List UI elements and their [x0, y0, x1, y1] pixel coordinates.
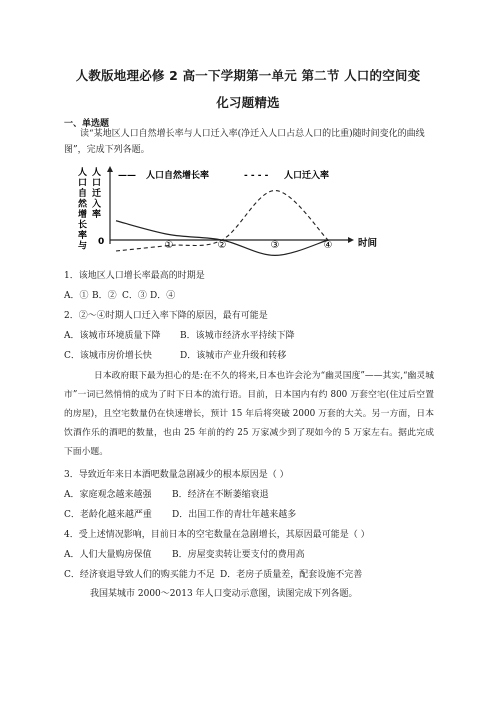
q2-option-b[interactable]: B．该城市经济水平持续下降 [180, 331, 295, 341]
q4-option-d[interactable]: D．老房子质量差，配套设施不完善 [220, 570, 363, 580]
q2-option-d[interactable]: D．该城市产业升级和转移 [180, 351, 287, 361]
question-1-stem: 1．该地区人口增长率最高的时期是 [64, 271, 205, 281]
closing-instruction: 我国某城市 2000～2013 年人口变动示意图，读图完成下列各题。 [90, 589, 358, 599]
y-axis-arrow [107, 166, 113, 172]
q3-option-d[interactable]: D．出国工作的青壮年越来越多 [172, 510, 297, 520]
reading-passage: 日本政府眼下最为担心的是:在不久的将来,日本也许会沦为“幽灵国度”——其实,“幽灵城市”一词已然悄悄的成为了时下日本的流行语。目前，日本国内有约 800 万套空宅(住过后空置的房屋)，且空宅数量仍在快速增长，预计 15 年后将突破 2000 万套的大关。另一方面，日本饮酒作乐的酒吧的数量，也由 25 年前的约 25 万家减少到了现如今的 5 万家左右。据此完成下面小题。 [64, 371, 434, 457]
legend-solid-label: 人口自然增长率 [146, 171, 210, 181]
section-heading: 一、单选题 [64, 119, 110, 129]
q2-option-a[interactable]: A．该城市环境质量下降 [64, 331, 161, 341]
q4-option-a[interactable]: A．人们大量购房保值 [64, 550, 152, 560]
x-axis-label: 时间 [358, 238, 378, 249]
q4-option-b[interactable]: B．房屋变卖转让要支付的费用高 [172, 550, 305, 560]
origin-label: 0 [98, 237, 105, 247]
intro-paragraph: 读“某地区人口自然增长率与人口迁入率(净迁入人口占总人口的比重)随时间变化的曲线图”，完成下列各题。 [64, 129, 425, 155]
document-title-line-1: 人教版地理必修 2 高一下学期第一单元 第二节 人口的空间变 [75, 68, 421, 83]
q3-option-c[interactable]: C．老龄化越来越严重 [64, 510, 152, 520]
q1-option-c[interactable]: C．③ [122, 291, 147, 301]
x-tick-label-2: ② [217, 240, 227, 251]
document-title-line-2: 化习题精选 [216, 95, 280, 110]
q2-option-c[interactable]: C．该城市房价增长快 [64, 351, 152, 361]
x-axis-arrow [348, 237, 354, 243]
q3-option-a[interactable]: A．家庭观念越来越强 [64, 490, 152, 500]
y-axis-label-col1: 人口自然增长率与 [78, 168, 88, 252]
q1-option-a[interactable]: A．① [64, 291, 89, 301]
legend-dashed-marker: - - - - [244, 171, 269, 181]
y-axis-label-col2: 人口迁入率 [92, 168, 102, 220]
question-4-stem: 4．受上述情况影响，目前日本的空宅数量在急剧增长，其原因最可能是（ ） [64, 530, 370, 540]
q1-option-b[interactable]: B．② [92, 291, 117, 301]
q4-option-c[interactable]: C．经济衰退导致人们的购买能力不足 [64, 570, 215, 580]
population-chart [76, 166, 386, 258]
legend-solid-marker: —— [118, 171, 136, 181]
q3-option-b[interactable]: B．经济在不断萎缩衰退 [172, 490, 269, 500]
question-3-stem: 3．导致近年来日本酒吧数量急剧减少的根本原因是（ ） [64, 470, 289, 480]
question-2-stem: 2．②～④时期人口迁入率下降的原因，最有可能是 [64, 311, 268, 321]
q1-option-d[interactable]: D．④ [150, 291, 176, 301]
x-tick-label-3: ③ [270, 240, 280, 251]
x-tick-label-1: ① [164, 240, 174, 251]
legend-dashed-label: 人口迁入率 [284, 171, 330, 181]
x-tick-label-4: ④ [323, 240, 333, 251]
